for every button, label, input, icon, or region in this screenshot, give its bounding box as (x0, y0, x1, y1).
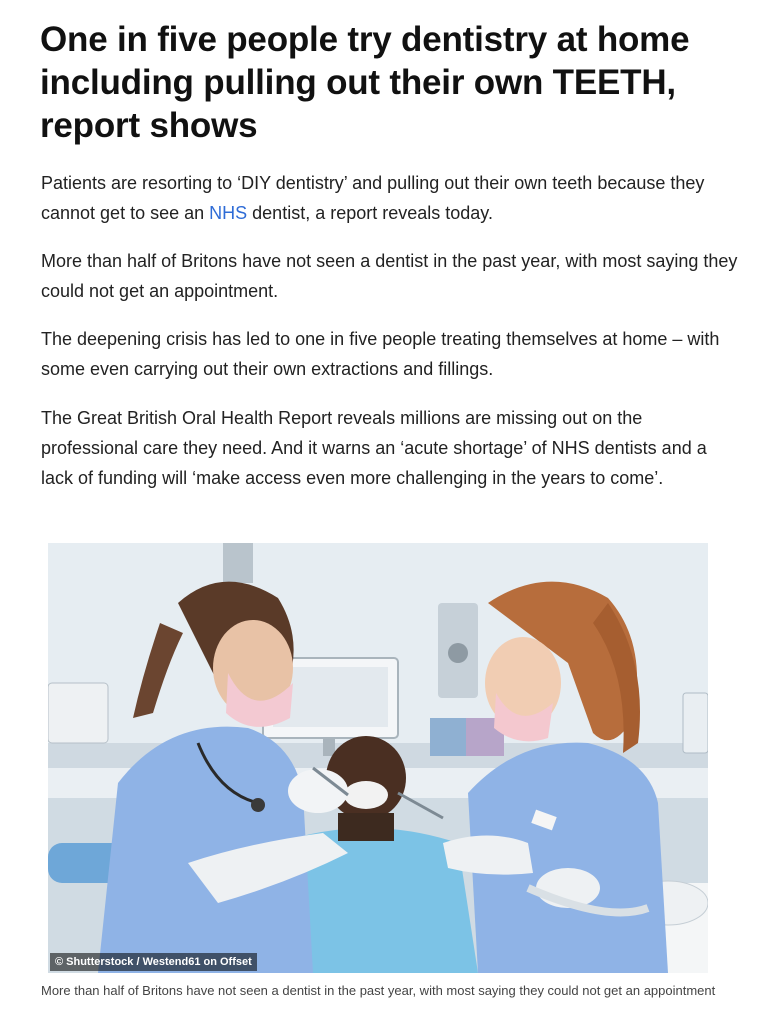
nhs-link[interactable]: NHS (209, 203, 248, 223)
dental-scene-illustration (48, 543, 708, 973)
headline: One in five people try dentistry at home including pulling out their own TEETH, report shows (40, 20, 690, 145)
photo-caption: More than half of Britons have not seen a dentist in the past year, with most saying they could not get an appointment (41, 983, 716, 998)
paragraph-1-text-start: Patients are resorting to ‘DIY dentistry’ and pulling out their own teeth because they cannot get to see an (41, 173, 705, 223)
paragraph-4: The Great British Oral Health Report reveals millions are missing out on the professional care they need. And it warns an ‘acute shortage’ of NHS dentists and a lack of funding will ‘make access even more challenging in the years to come’. (41, 408, 707, 488)
article-photo[interactable] (48, 543, 708, 973)
paragraph-1 (41, 168, 741, 228)
paragraph-2: More than half of Britons have not seen a dentist in the past year, with most saying they could not get an appointment. (41, 251, 738, 301)
photo-credit: © Shutterstock / Westend61 on Offset (50, 953, 257, 971)
paragraph-3: The deepening crisis has led to one in five people treating themselves at home – with some even carrying out their own extractions and fillings. (41, 329, 720, 379)
paragraph-1-text-end: dentist, a report reveals today. (247, 203, 493, 223)
